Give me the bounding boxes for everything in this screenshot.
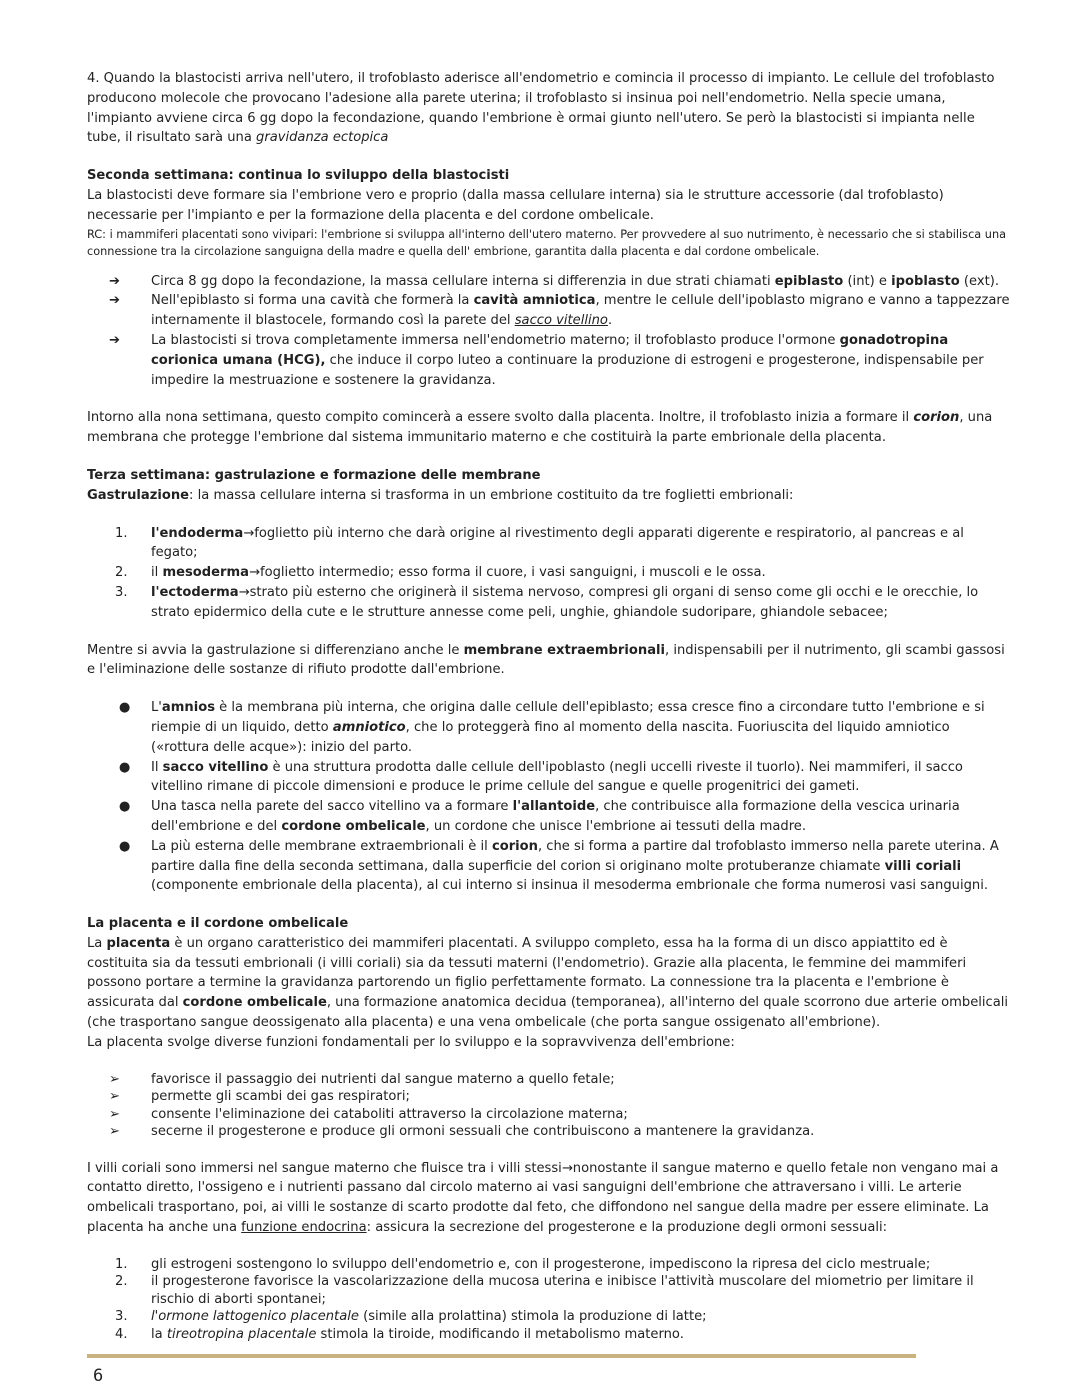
- list-item: 3. l'ormone lattogenico placentale (simile alla prolattina) stimola la produzione di latte;: [115, 1309, 707, 1325]
- bullet-icon: ●: [119, 799, 131, 815]
- list-item: ● La più esterna delle membrane extraembrionali è il corion, che si forma a partire dal trofoblasto immerso nella parete uterina. A partire dalla fine della seconda settimana, dalla superficie del corion si originano molte protuberanze chiamate villi coriali (componente embrionale della placenta), al cui interno si insinua il mesoderma embrionale che forma numerosi vasi sanguigni.: [119, 838, 999, 894]
- section-heading-week3: Terza settimana: gastrulazione e formazione delle membrane: [87, 467, 541, 483]
- paragraph-blastocyst: La blastocisti deve formare sia l'embrione vero e proprio (dalla massa cellulare interna) sia le strutture accessorie (dal trofoblasto) necessarie per l'impianto e per la formazione della placenta e del cordone ombelicale.: [87, 187, 944, 223]
- footer-divider: [87, 1354, 916, 1358]
- list-item: 2. il progesterone favorisce la vascolarizzazione della mucosa uterina e inibisce l'attività muscolare del miometrio per limitare il rischio di aborti spontanei;: [115, 1274, 974, 1307]
- list-item: ● Una tasca nella parete del sacco vitellino va a formare l'allantoide, che contribuisce alla formazione della vescica urinaria dell'embrione e del cordone ombelicale, un cordone che unisce l'embrione ai tessuti della madre.: [119, 799, 960, 834]
- chevron-arrow-icon: ➢: [109, 1071, 120, 1087]
- list-item: 3. l'ectoderma→strato più esterno che originerà il sistema nervoso, compresi gli organi di senso come gli occhi e le orecchie, lo strato epidermico della cute e le strutture annesse come peli, unghie, ghiandole sudoripare, ghiandole sebacee;: [115, 584, 979, 620]
- list-item: ➢ permette gli scambi dei gas respiratori;: [109, 1089, 410, 1105]
- list-item: ➢ consente l'eliminazione dei cataboliti attraverso la circolazione materna;: [109, 1106, 628, 1122]
- list-item: ➢ secerne il progesterone e produce gli ormoni sessuali che contribuiscono a mantenere la gravidanza.: [109, 1124, 815, 1140]
- functions-list: [87, 1071, 1012, 1141]
- list-item: ➢ favorisce il passaggio dei nutrienti dal sangue materno a quello fetale;: [109, 1071, 615, 1087]
- chevron-arrow-icon: ➢: [109, 1106, 120, 1122]
- paragraph-gastrulation: Gastrulazione: la massa cellulare interna si trasforma in un embrione costituito da tre foglietti embrionali:: [87, 487, 794, 503]
- right-arrow-icon: ➔: [109, 293, 120, 309]
- list-item: ● Il sacco vitellino è una struttura prodotta dalle cellule dell'ipoblasto (negli uccelli riveste il tuorlo). Nei mammiferi, il sacco vitellino rimane di piccole dimensioni e produce le prime cellule del sangue e quelle progenitrici dei gameti.: [119, 759, 963, 795]
- hormones-list: [87, 1256, 1012, 1344]
- list-item: ➔ Circa 8 gg dopo la fecondazione, la massa cellulare interna si differenzia in due strati chiamati epiblasto (int) e ipoblasto (ext).: [87, 272, 1012, 292]
- membranes-list: [87, 698, 1012, 896]
- section-heading-placenta: La placenta e il cordone ombelicale: [87, 916, 349, 932]
- paragraph-placenta: La placenta è un organo caratteristico dei mammiferi placentati. A sviluppo completo, essa ha la forma di un disco appiattito ed è costituita sia da tessuti embrionali (i villi coriali) sia da tessuti materni (l'endometrio). Grazie alla placenta, le femmine dei mammiferi possono portare a termine la gravidanza partorendo un figlio perfettamente formato. La connessione tra la placenta e l'embrione è assicurata dal cordone ombelicale, una formazione anatomica decidua (temporanea), all'interno del quale scorrono due arterie ombelicali (che trasportano sangue deossigenato alla placenta) e una vena ombelicale (che porta sangue ossigenato all'embrione).: [87, 935, 1009, 1031]
- germ-layers-list: [87, 524, 1012, 623]
- chevron-arrow-icon: ➢: [109, 1124, 120, 1140]
- paragraph-implantation: 4. Quando la blastocisti arriva nell'utero, il trofoblasto aderisce all'endometrio e comincia il processo di impianto. Le cellule del trofoblasto producono molecole che provocano l'adesione alla parete uterina; il trofoblasto si insinua poi nell'endometrio. Nella specie umana, l'impianto avviene circa 6 gg dopo la fecondazione, quando l'embrione è ormai giunto nell'utero. Se però la blastocisti si impianta nelle tube, il risultato sarà una gravidanza ectopica: [87, 71, 995, 146]
- paragraph-corion: Intorno alla nona settimana, questo compito comincerà a essere svolto dalla placenta. Inoltre, il trofoblasto inizia a formare il corion, una membrana che protegge l'embrione dal sistema immunitario materno e che costituirà la parte embrionale della placenta.: [87, 410, 993, 446]
- list-item: 4. la tireotropina placentale stimola la tiroide, modificando il metabolismo materno.: [115, 1326, 684, 1342]
- list-item: ➔ Nell'epiblasto si forma una cavità che formerà la cavità amniotica, mentre le cellule dell'ipoblasto migrano e vanno a tappezzare internamente il blastocele, formando così la parete del sacco vitellino.: [109, 293, 1010, 329]
- page-content: [87, 69, 1012, 1343]
- bullet-icon: ●: [119, 759, 131, 775]
- arrow-list: [87, 272, 1012, 391]
- list-item: ● L'amnios è la membrana più interna, che origina dalle cellule dell'epiblasto; essa cresce fino a circondare tutto l'embrione e si riempie di un liquido, detto amniotico, che lo proteggerà fino al momento della nascita. Fuoriuscita del liquido amniotico («rottura delle acque»): inizio del parto.: [119, 700, 985, 755]
- list-item: 1. gli estrogeni sostengono lo sviluppo dell'endometrio e, con il progesterone, impediscono la ripresa del ciclo mestruale;: [115, 1256, 931, 1272]
- note-rc: RC: i mammiferi placentati sono vivipari: l'embrione si sviluppa all'interno dell'utero materno. Per provvedere al suo nutrimento, è necessario che si stabilisca una connessione tra la circolazione sanguigna della madre e quella dell' embrione, garantita dalla placenta e dal cordone ombelicale.: [87, 227, 1007, 258]
- right-arrow-icon: ➔: [109, 332, 120, 348]
- paragraph-functions-intro: La placenta svolge diverse funzioni fondamentali per lo sviluppo e la sopravvivenza dell'embrione:: [87, 1034, 735, 1050]
- list-item: ➔ La blastocisti si trova completamente immersa nell'endometrio materno; il trofoblasto produce l'ormone gonadotropina corionica umana (HCG), che induce il corpo luteo a continuare la produzione di estrogeni e progesterone, indispensabile per impedire la mestruazione e sostenere la gravidanza.: [109, 332, 984, 388]
- page-number: 6: [93, 1366, 104, 1386]
- right-arrow-icon: ➔: [109, 273, 120, 289]
- chevron-arrow-icon: ➢: [109, 1089, 120, 1105]
- section-heading-week2: Seconda settimana: continua lo sviluppo della blastocisti: [87, 168, 510, 184]
- paragraph-membranes: Mentre si avvia la gastrulazione si differenziano anche le membrane extraembrionali, indispensabili per il nutrimento, gli scambi gassosi e l'eliminazione delle sostanze di rifiuto prodotte dall'embrione.: [87, 642, 1005, 678]
- bullet-icon: ●: [119, 838, 131, 854]
- bullet-icon: ●: [119, 700, 131, 716]
- list-item: 2. il mesoderma→foglietto intermedio; esso forma il cuore, i vasi sanguigni, i muscoli e le ossa.: [115, 565, 766, 581]
- list-item: 1. l'endoderma→foglietto più interno che darà origine al rivestimento degli apparati digerente e respiratorio, al pancreas e al fegato;: [115, 525, 964, 561]
- paragraph-villi: I villi coriali sono immersi nel sangue materno che fluisce tra i villi stessi→nonostante il sangue materno e quello fetale non vengano mai a contatto diretto, l'ossigeno e i nutrienti passano dal circolo materno ai vasi sanguigni dell'embrione che attraversano i villi. Le arterie ombelicali trasportano, poi, ai villi le sostanze di scarto prodotte dal feto, che diffondono nel sangue della madre per essere eliminate. La placenta ha anche una funzione endocrina: assicura la secrezione del progesterone e la produzione degli ormoni sessuali:: [87, 1160, 999, 1236]
